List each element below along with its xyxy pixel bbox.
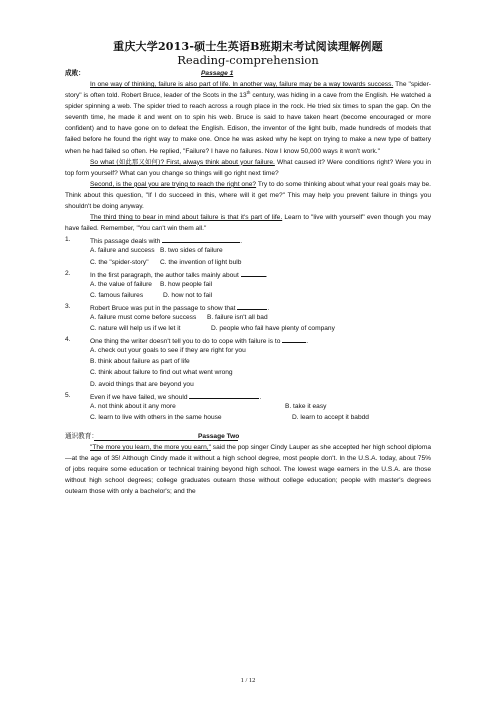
passage2-label: 通识教育： <box>65 431 98 440</box>
question-1-options-row-1 <box>65 245 431 256</box>
question-number: 2. <box>65 269 71 277</box>
passage1-header <box>65 68 431 79</box>
passage1-p1-superscript: th <box>246 89 251 95</box>
option[interactable]: C. the invention of light bulb <box>160 258 242 266</box>
question-4-option-d <box>65 379 431 390</box>
passage1-label: 成败： <box>65 70 85 77</box>
question-stem: This passage deals with <box>90 238 163 246</box>
passage1-paragraph-3 <box>65 179 431 212</box>
option[interactable]: B. how people fail <box>160 280 213 288</box>
answer-blank[interactable] <box>241 268 266 277</box>
question-4-option-a <box>65 345 431 356</box>
question-tail: . <box>240 238 243 246</box>
option[interactable]: D. people who fail have plenty of company <box>211 325 335 333</box>
option[interactable]: B. think about failure as part of life <box>90 358 190 366</box>
option[interactable]: C. think about failure to find out what went wrong <box>90 369 233 377</box>
question-number: 1. <box>65 236 71 244</box>
passage1-p1-text-a: The "spider-story" is often told. Robert Bruce, leader of the Scots in the 13 <box>65 81 431 100</box>
answer-blank[interactable] <box>237 301 270 312</box>
question-1 <box>65 234 431 245</box>
question-2-options-row-1 <box>65 279 431 290</box>
option[interactable]: C. famous failures <box>90 291 144 299</box>
passage1-p3-topic: Second, is the goal you are trying to reach the right one? <box>90 180 257 188</box>
question-1-options-row-2 <box>65 257 431 268</box>
passage1-paragraph-1 <box>65 79 431 157</box>
question-2 <box>65 268 431 279</box>
option[interactable]: B. two sides of failure <box>160 247 223 255</box>
option[interactable]: D. avoid things that are beyond you <box>90 380 194 388</box>
question-stem: Robert Bruce was put in the passage to show that <box>90 304 238 312</box>
question-3 <box>65 301 431 312</box>
passage2-p1-text: said the pop singer Cindy Lauper as she accepted her high school diploma—at the age of 35! Although Cindy made it without a high school degree, most people don't. In the U.S.A. today, about 75% of jobs require some education or technical training beyond high school. The lowest wage earners in the U.S.A. are those without high school degrees; college graduates outearn those without college education; people with master's degrees outearn those with only a bachelor's; and the <box>65 443 431 496</box>
passage1-p4-text: Learn to "live with yourself" even though you may have failed. Remember, "You can't win them all." <box>65 214 431 233</box>
question-number: 4. <box>65 336 71 344</box>
passage1-p1-text-b: century, was hiding in a cave from the English. He watched a spider spinning a web. The spider tried to reach across a rough place in the rock. He tried six times to span the gap. On the seventh time, he made it and went on to spin his web. Bruce is said to have taken heart (become encouraged or more confident) and to have gone on to defeat the English. Edison, the inventor of the light bulb, made hundreds of models that failed before he found the right way to make one. Once he was asked why he kept on trying to make a new type of battery when he had failed so often. He replied, "Failure? I have no failures. Now I know 50,000 ways it won't work." <box>65 92 432 155</box>
option[interactable]: A. the value of failure <box>90 280 152 288</box>
option[interactable]: C. nature will help us if we let it <box>90 325 181 333</box>
option[interactable]: A. failure must come before success <box>90 313 197 321</box>
question-number: 3. <box>65 302 71 310</box>
passage1-p1-topic-sentence: In one way of thinking, failure is also part of life. In another way, failure may be a way towards success. <box>90 81 394 88</box>
document-body <box>65 68 431 497</box>
passage1-p3-text: Try to do some thinking about what your real goals may be. Think about this question, "If I do succeed in this, where will it get me?" This may help you prevent failure in things you shouldn't be doing anyway. <box>65 180 431 211</box>
question-stem: One thing the writer doesn't tell you to do to cope with failure is to <box>90 338 283 346</box>
question-4 <box>65 334 431 345</box>
answer-blank[interactable] <box>189 390 262 401</box>
answer-blank[interactable] <box>282 334 309 346</box>
option[interactable]: A. failure and success <box>90 247 155 255</box>
option[interactable]: A. not think about it any more <box>90 402 176 410</box>
passage1-p2-topic-a: So what <box>90 158 117 166</box>
passage2-paragraph-1 <box>65 442 431 497</box>
question-stem: Even if we have failed, we should <box>90 393 190 401</box>
passage1-p4-topic: The third thing to bear in mind about failure is that it's part of life. <box>90 214 283 222</box>
option[interactable]: C. the "spider-story" <box>90 258 149 266</box>
document-title-chinese: 重庆大学2013-硕士生英语B班期末考试阅读理解例题 <box>113 40 383 53</box>
option[interactable]: B. failure isn't all bad <box>207 313 268 321</box>
question-5 <box>65 390 431 401</box>
question-stem: In the first paragraph, the author talks mainly about <box>90 271 241 279</box>
question-5-options-row-1 <box>65 401 431 412</box>
question-2-options-row-2 <box>65 290 431 301</box>
question-3-options-row-1 <box>65 312 431 323</box>
question-4-option-c <box>65 367 431 378</box>
passage2-p1-quote: "The more you learn, the more you earn," <box>90 443 211 451</box>
question-number: 5. <box>65 391 71 399</box>
option[interactable]: D. learn to accept it babdd <box>292 413 369 421</box>
question-5-options-row-2 <box>65 412 431 423</box>
question-tail: . <box>306 338 309 346</box>
question-4-option-b <box>65 356 431 367</box>
passage1-paragraph-2 <box>65 157 431 179</box>
passage1-paragraph-4 <box>65 212 431 234</box>
option[interactable]: D. how not to fail <box>163 291 213 299</box>
passage2-title: Passage Two <box>198 432 240 440</box>
passage1-p2-topic-b: ? First, always think about your failure. <box>160 158 275 166</box>
question-tail: . <box>265 271 268 279</box>
passage2-header <box>65 431 431 442</box>
document-title-english: Reading-comprehension <box>177 53 319 67</box>
page-number: 1 / 12 <box>240 677 256 684</box>
passage1-p2-text: What caused it? Were conditions right? Were you in top form yourself? What can you change so things will go right next time? <box>65 158 432 177</box>
passage1-p2-topic-cn: (如此那又如何) <box>116 158 161 166</box>
question-tail: . <box>259 393 262 401</box>
option[interactable]: A. check out your goals to see if they are right for you <box>90 347 246 355</box>
option[interactable]: B. take it easy <box>285 402 327 410</box>
question-3-options-row-2 <box>65 323 431 334</box>
option[interactable]: C. learn to live with others in the same house <box>90 413 222 421</box>
answer-blank[interactable] <box>162 234 243 246</box>
passage1-title: Passage 1 <box>201 70 234 77</box>
question-tail: . <box>267 304 270 312</box>
